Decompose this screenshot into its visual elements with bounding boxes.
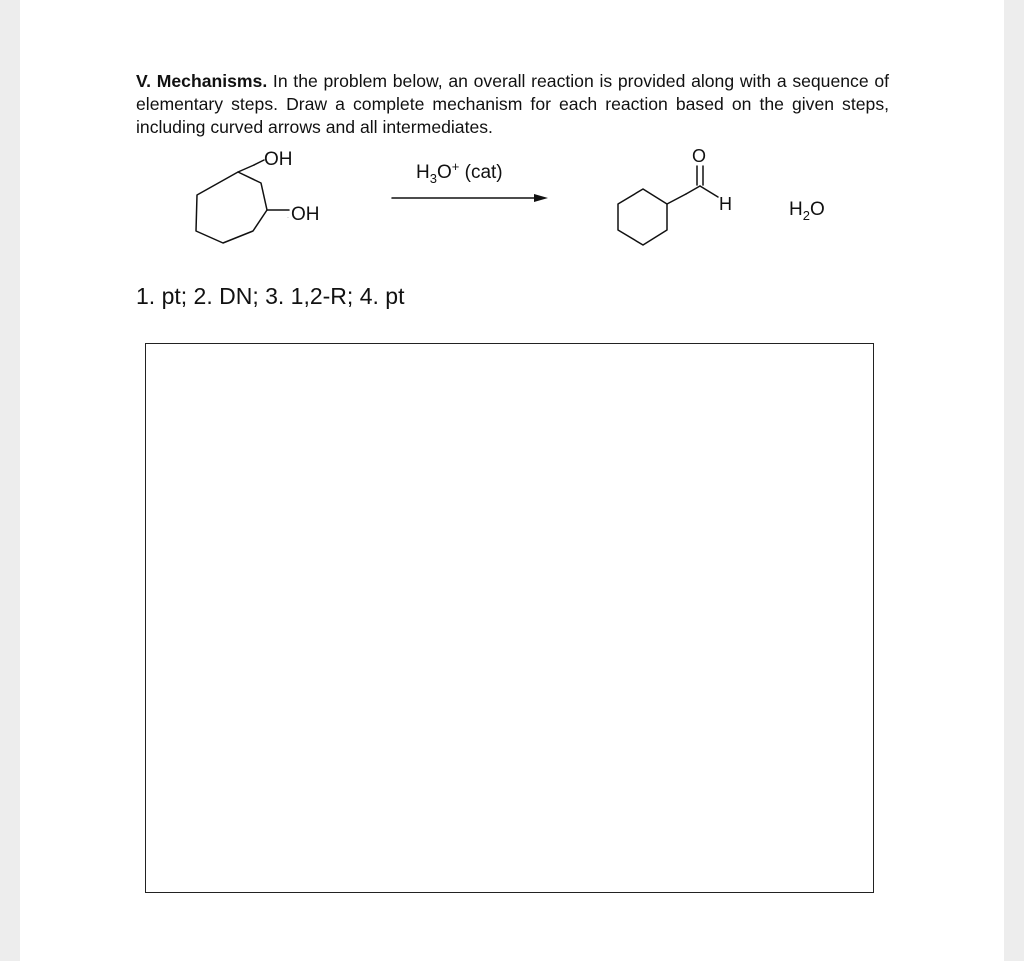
reaction-scheme (0, 0, 1024, 300)
reactant-top-oh: OH (264, 149, 293, 170)
ring-oh-text: OH (291, 204, 320, 225)
reactant-ring-oh-label (291, 204, 320, 225)
question-body: In the problem below, an overall reaction is provided along with a sequence of elementary steps. Draw a complete mechanism for each reaction based on the given steps, including curved arrows and all intermediates. (136, 71, 890, 137)
byproduct-water (789, 199, 825, 223)
cyclohexane-ring (618, 189, 667, 245)
product-carbonyl-o: O (692, 146, 707, 166)
reagent-subscript: 3 (429, 171, 437, 186)
reagent-atom: O (436, 162, 452, 183)
question-label: V. Mechanisms. (136, 71, 268, 91)
reaction-arrow-head (534, 194, 548, 202)
bond-ring-to-carbinol (238, 165, 254, 172)
reagent-note: (cat) (459, 162, 503, 183)
reagent-charge: + (451, 159, 460, 174)
reactant-ring-oh: -OH (287, 218, 289, 219)
water-base: H (789, 199, 803, 220)
bond-ch2-to-carbonyl (686, 186, 700, 194)
elementary-steps: 1. pt; 2. DN; 3. 1,2-R; 4. pt (136, 283, 405, 309)
product-aldehyde-h: H (719, 194, 732, 214)
reagent-base: H (416, 162, 430, 183)
answer-drawing-box[interactable] (145, 343, 874, 893)
bond-carbonyl-to-h (700, 186, 718, 197)
bond-ring-to-ch2 (667, 194, 686, 204)
water-atom: O (809, 199, 825, 220)
reagent-label (416, 159, 503, 186)
water-subscript: 2 (802, 208, 810, 223)
bond-carbinol-to-oh (254, 160, 264, 165)
cycloheptane-ring (196, 172, 267, 243)
